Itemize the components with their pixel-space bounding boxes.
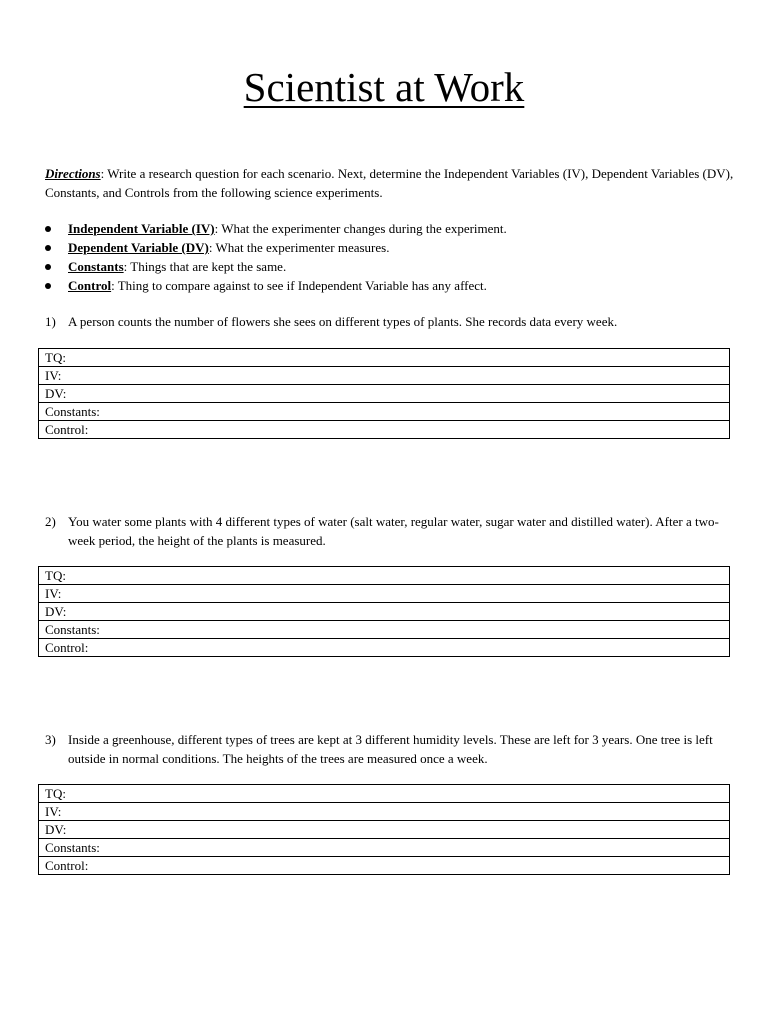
- answer-cell-iv[interactable]: IV:: [39, 367, 730, 385]
- table-row: [39, 385, 730, 403]
- directions-paragraph: [45, 164, 735, 202]
- table-row: [39, 803, 730, 821]
- definition-term: Constants: [68, 259, 124, 274]
- definition-item: [45, 238, 735, 257]
- answer-cell-control[interactable]: Control:: [39, 639, 730, 657]
- definition-term: Dependent Variable (DV): [68, 240, 209, 255]
- table-row: [39, 639, 730, 657]
- bullet-icon: [45, 226, 51, 232]
- directions-text: : Write a research question for each scenario. Next, determine the Independent Variables (IV), Dependent Variables (DV), Constants, and Controls from the following science experiments.: [45, 166, 734, 200]
- question-number: 2): [45, 514, 56, 529]
- definition-item: [45, 257, 735, 276]
- definition-text: : Thing to compare against to see if Independent Variable has any affect.: [111, 278, 487, 293]
- definition-item: [45, 219, 735, 238]
- answer-cell-dv[interactable]: DV:: [39, 603, 730, 621]
- answer-table-2: [38, 566, 730, 657]
- bullet-icon: [45, 283, 51, 289]
- table-row: [39, 367, 730, 385]
- question-text: You water some plants with 4 different types of water (salt water, regular water, sugar water and distilled water). After a two-week period, the height of the plants is measured.: [68, 514, 719, 548]
- definition-text: : What the experimenter changes during the experiment.: [214, 221, 507, 236]
- table-row: [39, 821, 730, 839]
- table-row: [39, 349, 730, 367]
- question-3: [45, 730, 735, 768]
- answer-cell-iv[interactable]: IV:: [39, 585, 730, 603]
- bullet-icon: [45, 245, 51, 251]
- question-number: 3): [45, 732, 56, 747]
- table-row: [39, 567, 730, 585]
- answer-cell-control[interactable]: Control:: [39, 421, 730, 439]
- table-row: [39, 585, 730, 603]
- answer-cell-tq[interactable]: TQ:: [39, 567, 730, 585]
- question-text: Inside a greenhouse, different types of trees are kept at 3 different humidity levels. These are left for 3 years. One tree is left outside in normal conditions. The heights of the trees are measured once a week.: [68, 732, 713, 766]
- directions-label: Directions: [45, 166, 101, 181]
- table-row: [39, 621, 730, 639]
- table-row: [39, 857, 730, 875]
- page-title: Scientist at Work: [243, 64, 525, 110]
- answer-cell-constants[interactable]: Constants:: [39, 403, 730, 421]
- answer-cell-iv[interactable]: IV:: [39, 803, 730, 821]
- answer-cell-tq[interactable]: TQ:: [39, 349, 730, 367]
- definition-term: Control: [68, 278, 112, 293]
- answer-cell-constants[interactable]: Constants:: [39, 621, 730, 639]
- table-row: [39, 839, 730, 857]
- question-number: 1): [45, 314, 56, 329]
- question-1: [45, 312, 735, 331]
- definition-text: : Things that are kept the same.: [123, 259, 287, 274]
- definition-item: [45, 276, 735, 295]
- table-row: [39, 403, 730, 421]
- table-row: [39, 603, 730, 621]
- table-row: [39, 785, 730, 803]
- question-text: A person counts the number of flowers she sees on different types of plants. She records data every week.: [68, 314, 618, 329]
- answer-cell-dv[interactable]: DV:: [39, 821, 730, 839]
- bullet-icon: [45, 264, 51, 270]
- definition-text: : What the experimenter measures.: [208, 240, 390, 255]
- question-2: [45, 512, 735, 550]
- table-row: [39, 421, 730, 439]
- definitions-list: [45, 219, 735, 295]
- answer-table-3: [38, 784, 730, 875]
- answer-cell-control[interactable]: Control:: [39, 857, 730, 875]
- definition-term: Independent Variable (IV): [68, 221, 215, 236]
- answer-cell-constants[interactable]: Constants:: [39, 839, 730, 857]
- answer-cell-dv[interactable]: DV:: [39, 385, 730, 403]
- answer-cell-tq[interactable]: TQ:: [39, 785, 730, 803]
- answer-table-1: [38, 348, 730, 439]
